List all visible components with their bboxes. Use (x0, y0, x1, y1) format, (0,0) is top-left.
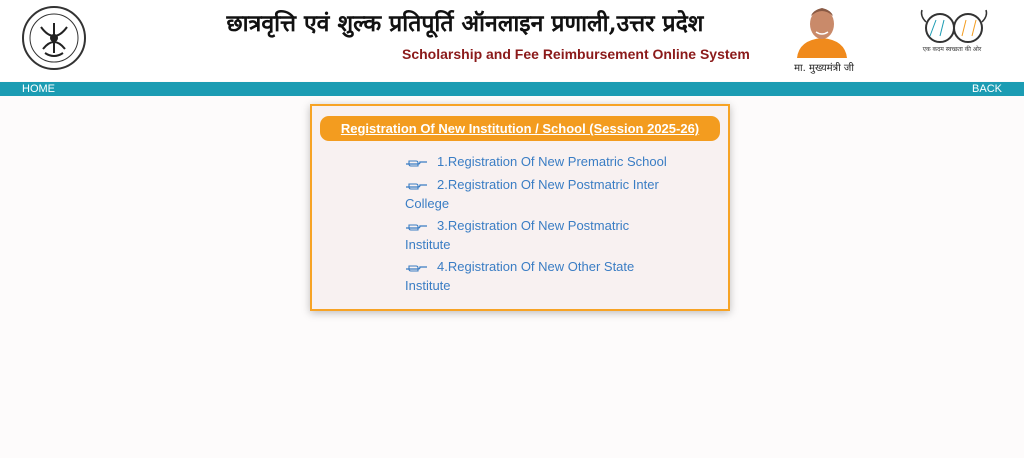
registration-panel (310, 104, 730, 311)
site-title-hindi: छात्रवृत्ति एवं शुल्क प्रतिपूर्ति ऑनलाइन प्रणाली,उत्तर प्रदेश (226, 10, 704, 37)
site-title-english: Scholarship and Fee Reimbursement Online System (402, 46, 750, 62)
register-postmatric-institute-link[interactable]: 3.Registration Of New Postmatric Institute (405, 218, 630, 252)
pointing-hand-icon (405, 222, 429, 232)
register-prematric-school-link[interactable]: 1.Registration Of New Prematric School (437, 154, 667, 169)
list-item (405, 175, 675, 213)
top-navbar (0, 82, 1024, 96)
register-other-state-institute-link[interactable]: 4.Registration Of New Other State Institute (405, 259, 635, 293)
pointing-hand-icon (405, 181, 429, 191)
panel-title-link[interactable]: Registration Of New Institution / School (Session 2025-26) (340, 121, 700, 136)
pointing-hand-icon (405, 263, 429, 273)
site-header (0, 0, 1024, 81)
list-item (405, 216, 675, 254)
pointing-hand-icon (405, 158, 429, 168)
list-item (405, 257, 675, 295)
register-postmatric-inter-college-link[interactable]: 2.Registration Of New Postmatric Inter College (405, 177, 659, 211)
list-item (405, 152, 675, 171)
panel-header (320, 116, 720, 141)
chief-minister-photo (793, 2, 851, 58)
swachh-bharat-tagline: एक कदम स्वच्छता की ओर (922, 46, 982, 53)
home-link[interactable]: HOME (22, 83, 55, 95)
cm-caption: मा. मुख्यमंत्री जी (794, 63, 854, 74)
back-link[interactable]: BACK (972, 83, 1002, 95)
up-government-emblem-icon (21, 5, 87, 71)
